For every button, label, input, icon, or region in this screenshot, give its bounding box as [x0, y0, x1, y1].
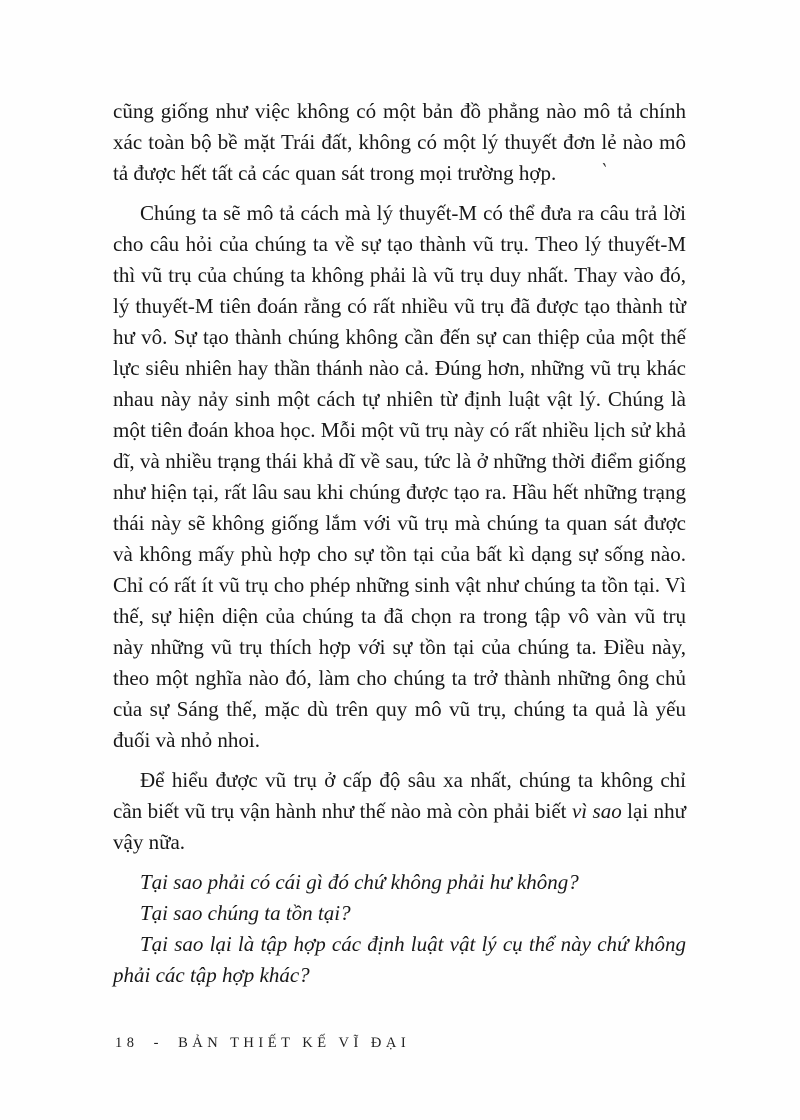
book-title: BẢN THIẾT KẾ VĨ ĐẠI — [178, 1035, 411, 1051]
question-line: Tại sao phải có cái gì đó chứ không phải hư không? — [140, 870, 579, 894]
footer-separator: - — [153, 1035, 163, 1051]
paragraph-continuation: cũng giống như việc không có một bản đồ phẳng nào mô tả chính xác toàn bộ bề mặt Trái đất, không có một lý thuyết đơn lẻ nào mô tả được hết tất cả các quan sát trong mọi trường hợp. — [113, 99, 686, 185]
paragraph-with-emphasis — [113, 765, 686, 858]
page-number: 18 — [115, 1035, 139, 1051]
italic-text-run: vì sao — [571, 799, 622, 823]
paragraph-m-theory: Chúng ta sẽ mô tả cách mà lý thuyết-M có thể đưa ra câu trả lời cho câu hỏi của chúng ta về sự tạo thành vũ trụ. Theo lý thuyết-M thì vũ trụ của chúng ta không phải là vũ trụ duy nhất. Thay vào đó, lý thuyết-M tiên đoán rằng có rất nhiều vũ trụ đã được tạo thành từ hư vô. Sự tạo thành chúng không cần đến sự can thiệp của một thế lực siêu nhiên hay thần thánh nào cả. Đúng hơn, những vũ trụ khác nhau này nảy sinh một cách tự nhiên từ định luật vật lý. Chúng là một tiên đoán khoa học. Mỗi một vũ trụ này có rất nhiều lịch sử khả dĩ, và nhiều trạng thái khả dĩ về sau, tức là ở những thời điểm giống như hiện tại, rất lâu sau khi chúng được tạo ra. Hầu hết những trạng thái này sẽ không giống lắm với vũ trụ mà chúng ta quan sát được và không mấy phù hợp cho sự tồn tại của bất kì dạng sự sống nào. Chỉ có rất ít vũ trụ cho phép những sinh vật như chúng ta tồn tại. Vì thế, sự hiện diện của chúng ta đã chọn ra trong tập vô vàn vũ trụ này những vũ trụ thích hợp với sự tồn tại của chúng ta. Điều này, theo một nghĩa nào đó, làm cho chúng ta trở thành những ông chủ của sự Sáng thế, mặc dù trên quy mô vũ trụ, chúng ta quả là yếu đuối và nhỏ nhoi. — [113, 201, 686, 752]
text-run: lại như vậy nữa. — [113, 799, 686, 854]
text-block — [113, 96, 686, 991]
question-line: Tại sao chúng ta tồn tại? — [140, 901, 351, 925]
page-footer — [115, 1035, 417, 1052]
question-line: Tại sao lại là tập hợp các định luật vật lý cụ thể này chứ không phải các tập hợp khác? — [113, 932, 686, 987]
print-artifact-mark: ` — [595, 159, 610, 183]
text-run: Để hiểu được vũ trụ ở cấp độ sâu xa nhất, chúng ta không chỉ cần biết vũ trụ vận hành như thế nào mà còn phải biết — [113, 768, 686, 823]
